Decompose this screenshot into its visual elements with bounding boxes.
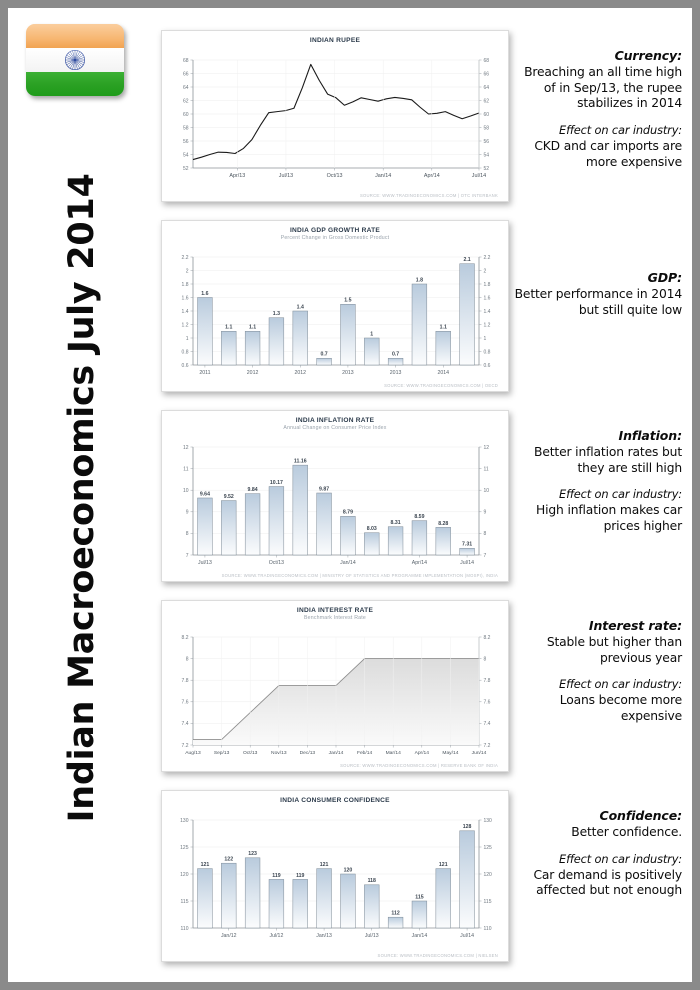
svg-text:119: 119: [296, 872, 305, 879]
left-column: [8, 8, 156, 982]
svg-text:12: 12: [483, 444, 490, 451]
svg-text:7.6: 7.6: [483, 699, 491, 706]
svg-text:8: 8: [185, 531, 189, 538]
svg-text:1.2: 1.2: [181, 322, 189, 329]
svg-text:2.2: 2.2: [483, 254, 491, 261]
note-body: Better confidence.: [571, 825, 682, 839]
note-subbody: CKD and car imports are more expensive: [534, 139, 682, 169]
svg-text:Feb/14: Feb/14: [356, 751, 373, 756]
svg-text:Apr/13: Apr/13: [229, 173, 246, 179]
svg-text:Apr/14: Apr/14: [423, 173, 440, 179]
svg-text:66: 66: [182, 71, 189, 78]
charts-column: [156, 8, 512, 982]
svg-text:Jan/14: Jan/14: [375, 173, 392, 179]
svg-text:9: 9: [185, 509, 189, 516]
svg-text:2013: 2013: [342, 370, 354, 376]
note-subheading: Effect on car industry:: [559, 677, 682, 692]
svg-text:2014: 2014: [437, 370, 450, 376]
chart-source: SOURCE: WWW.TRADINGECONOMICS.COM | RESERVE BANK OF INDIA: [340, 763, 498, 768]
svg-text:7.8: 7.8: [181, 678, 189, 684]
svg-text:7.8: 7.8: [483, 678, 491, 684]
svg-text:128: 128: [462, 824, 472, 831]
svg-text:2: 2: [185, 268, 189, 275]
svg-text:2012: 2012: [246, 370, 259, 376]
svg-text:Apr/14: Apr/14: [414, 751, 430, 756]
svg-text:56: 56: [483, 138, 490, 145]
svg-text:8: 8: [483, 531, 487, 538]
svg-text:60: 60: [483, 111, 490, 118]
svg-text:2013: 2013: [389, 370, 402, 376]
svg-text:62: 62: [182, 98, 189, 105]
note-body: Breaching an all time high of in Sep/13, the rupee stabilizes in 2014: [524, 65, 682, 111]
svg-text:125: 125: [483, 844, 492, 851]
svg-text:7: 7: [483, 552, 487, 559]
note-inflation: [514, 428, 682, 535]
svg-text:0.6: 0.6: [483, 362, 491, 369]
svg-text:2011: 2011: [199, 370, 211, 376]
svg-text:1.3: 1.3: [272, 311, 281, 318]
note-body: Stable but higher than previous year: [546, 635, 682, 665]
svg-text:112: 112: [391, 910, 400, 917]
svg-text:11: 11: [183, 466, 189, 473]
svg-text:1.4: 1.4: [181, 308, 189, 315]
chart-title: INDIA CONSUMER CONFIDENCE: [280, 797, 390, 804]
chart-card-interest-rate: [161, 600, 509, 772]
chart-card-rupee: [161, 30, 509, 202]
svg-text:Dec/13: Dec/13: [299, 751, 316, 756]
svg-text:1.1: 1.1: [248, 324, 257, 331]
svg-text:Apr/14: Apr/14: [411, 560, 428, 566]
chart-source: SOURCE: WWW.TRADINGECONOMICS.COM | OTC INTERBANK: [359, 193, 498, 198]
svg-text:7.4: 7.4: [181, 721, 189, 728]
infographic-page: [8, 8, 692, 982]
chart-subtitle: Annual Change on Consumer Price Index: [283, 425, 387, 431]
svg-text:Aug/13: Aug/13: [185, 751, 201, 756]
svg-text:68: 68: [483, 57, 490, 64]
svg-text:1.5: 1.5: [344, 297, 352, 304]
page-title: Indian Macroeconomics July 2014: [62, 173, 102, 823]
flag-saffron-band: [26, 24, 124, 48]
svg-text:66: 66: [483, 71, 490, 78]
svg-text:12: 12: [182, 444, 189, 451]
svg-text:64: 64: [182, 84, 189, 91]
svg-text:9.87: 9.87: [319, 486, 330, 493]
note-heading: Inflation:: [618, 428, 682, 443]
svg-text:58: 58: [483, 125, 490, 132]
chart-title: INDIAN RUPEE: [309, 37, 361, 44]
note-confidence: [514, 808, 682, 899]
page-title-container: [8, 148, 156, 848]
note-heading: Interest rate:: [588, 618, 682, 633]
svg-text:7.31: 7.31: [462, 541, 473, 548]
svg-text:1.1: 1.1: [439, 324, 447, 331]
svg-text:Jan/14: Jan/14: [411, 933, 428, 939]
svg-text:58: 58: [182, 125, 189, 132]
note-subheading: Effect on car industry:: [559, 487, 682, 502]
svg-text:Jul/13: Jul/13: [278, 173, 294, 179]
svg-text:7: 7: [185, 552, 189, 559]
note-heading: Currency:: [614, 48, 682, 63]
svg-text:54: 54: [483, 152, 490, 159]
note-subheading: Effect on car industry:: [559, 851, 682, 866]
svg-text:120: 120: [343, 867, 353, 874]
note-gdp: [514, 270, 682, 318]
svg-text:11: 11: [483, 466, 489, 473]
svg-text:9: 9: [483, 509, 487, 516]
rupee-line-chart: [171, 48, 499, 186]
chart-title: INDIA INFLATION RATE: [295, 417, 375, 424]
svg-text:May/14: May/14: [442, 751, 459, 756]
svg-text:54: 54: [182, 152, 189, 159]
svg-text:121: 121: [200, 862, 210, 868]
svg-text:115: 115: [180, 898, 189, 905]
svg-text:1.4: 1.4: [296, 304, 304, 311]
svg-text:1: 1: [185, 335, 189, 342]
svg-text:1.8: 1.8: [483, 281, 491, 288]
chart-card-inflation: [161, 410, 509, 582]
svg-text:7.4: 7.4: [483, 721, 491, 728]
svg-text:52: 52: [483, 165, 490, 172]
chart-subtitle: Benchmark Interest Rate: [304, 615, 366, 621]
svg-text:115: 115: [415, 894, 424, 901]
svg-text:68: 68: [182, 57, 189, 64]
svg-text:Jan/12: Jan/12: [220, 933, 237, 939]
svg-text:0.7: 0.7: [391, 351, 400, 358]
svg-text:120: 120: [483, 871, 492, 878]
svg-text:64: 64: [483, 84, 490, 91]
consumer-confidence-bar-chart: [171, 808, 499, 946]
svg-text:0.6: 0.6: [181, 362, 189, 369]
note-body: Better inflation rates but they are still high: [534, 445, 682, 475]
svg-text:62: 62: [483, 98, 490, 105]
svg-text:9.84: 9.84: [247, 487, 258, 494]
svg-text:Jul/14: Jul/14: [460, 933, 475, 939]
svg-text:118: 118: [367, 878, 376, 885]
svg-text:120: 120: [180, 871, 189, 878]
note-heading: GDP:: [647, 270, 682, 285]
svg-text:2: 2: [483, 268, 487, 275]
svg-text:119: 119: [272, 872, 281, 879]
note-currency: [514, 48, 682, 171]
svg-text:9.64: 9.64: [199, 491, 210, 498]
svg-text:1.6: 1.6: [483, 295, 491, 302]
svg-text:1.8: 1.8: [181, 281, 189, 288]
svg-text:Oct/13: Oct/13: [326, 173, 343, 179]
interest-rate-area-chart: [171, 625, 499, 763]
svg-text:56: 56: [182, 138, 189, 145]
svg-text:10.17: 10.17: [269, 479, 283, 486]
svg-text:130: 130: [180, 817, 189, 824]
svg-text:7.2: 7.2: [181, 742, 189, 749]
note-heading: Confidence:: [599, 808, 682, 823]
svg-text:8.59: 8.59: [414, 514, 425, 521]
svg-text:1.6: 1.6: [201, 290, 209, 297]
svg-text:2012: 2012: [294, 370, 307, 376]
svg-text:52: 52: [182, 165, 189, 172]
svg-text:121: 121: [438, 862, 448, 868]
svg-text:Jul/14: Jul/14: [471, 173, 487, 179]
svg-text:Jan/14: Jan/14: [340, 560, 356, 566]
svg-text:1.2: 1.2: [483, 322, 491, 329]
svg-text:8: 8: [483, 656, 487, 663]
svg-text:123: 123: [248, 851, 257, 858]
svg-text:Jan/14: Jan/14: [328, 751, 344, 756]
svg-text:8.2: 8.2: [181, 634, 189, 641]
svg-text:8.31: 8.31: [390, 520, 401, 527]
chart-subtitle: Percent Change in Gross Domestic Product: [280, 235, 390, 241]
svg-text:9.52: 9.52: [223, 493, 234, 500]
svg-text:Sep/13: Sep/13: [213, 751, 230, 756]
svg-text:0.8: 0.8: [483, 349, 491, 356]
svg-text:Jan/13: Jan/13: [316, 933, 332, 939]
ashoka-chakra-icon: [64, 49, 86, 71]
svg-text:Mar/14: Mar/14: [385, 751, 401, 756]
note-subbody: Loans become more expensive: [559, 693, 682, 724]
chart-card-gdp: [161, 220, 509, 392]
chart-source: SOURCE: WWW.TRADINGECONOMICS.COM | OECD: [384, 383, 498, 388]
inflation-bar-chart: [171, 435, 499, 573]
gdp-bar-chart: [171, 245, 499, 383]
svg-text:Oct/13: Oct/13: [242, 751, 258, 756]
svg-text:2.1: 2.1: [463, 257, 471, 264]
svg-text:Jul/12: Jul/12: [269, 933, 284, 939]
svg-text:8.79: 8.79: [342, 509, 353, 516]
svg-text:8.03: 8.03: [366, 526, 377, 533]
chart-card-confidence: [161, 790, 509, 962]
svg-text:1.6: 1.6: [181, 295, 189, 302]
svg-text:1: 1: [483, 335, 487, 342]
svg-text:1: 1: [370, 331, 374, 338]
note-subheading: Effect on car industry:: [559, 123, 682, 138]
svg-text:110: 110: [180, 925, 189, 932]
svg-text:Jul/14: Jul/14: [460, 560, 475, 566]
svg-text:8.28: 8.28: [438, 520, 449, 527]
svg-text:8.2: 8.2: [483, 634, 491, 641]
svg-text:Jul/13: Jul/13: [364, 933, 379, 939]
svg-text:11.16: 11.16: [293, 458, 307, 465]
svg-text:8: 8: [185, 656, 189, 663]
svg-text:125: 125: [180, 844, 189, 851]
chart-source: SOURCE: WWW.TRADINGECONOMICS.COM | NIELSEN: [377, 953, 498, 958]
chart-title: INDIA GDP GROWTH RATE: [289, 227, 381, 234]
svg-text:10: 10: [182, 488, 189, 494]
india-flag-icon: [26, 24, 124, 96]
svg-text:60: 60: [182, 111, 189, 118]
svg-text:7.2: 7.2: [483, 742, 491, 749]
svg-text:7.6: 7.6: [181, 699, 189, 706]
svg-text:Jun/14: Jun/14: [471, 751, 487, 756]
note-subbody: Car demand is positively affected but not enough: [533, 867, 682, 898]
svg-text:2.2: 2.2: [181, 254, 189, 261]
chart-source: SOURCE: WWW.TRADINGECONOMICS.COM | MINISTRY OF STATISTICS AND PROGRAMME IMPLEMENTATION (MOSPI), INDIA: [221, 573, 498, 578]
note-body: Better performance in 2014 but still quite low: [514, 287, 682, 317]
svg-text:Jul/13: Jul/13: [197, 560, 212, 566]
svg-text:0.7: 0.7: [320, 351, 328, 358]
svg-text:130: 130: [483, 817, 492, 824]
svg-text:1.4: 1.4: [483, 308, 491, 315]
note-interest-rate: [514, 618, 682, 725]
svg-text:122: 122: [224, 856, 234, 863]
svg-text:Nov/13: Nov/13: [271, 751, 287, 756]
svg-text:Oct/13: Oct/13: [268, 560, 285, 566]
notes-column: [512, 8, 692, 982]
flag-green-band: [26, 72, 124, 96]
svg-text:1.8: 1.8: [415, 277, 424, 284]
svg-text:10: 10: [483, 488, 490, 494]
svg-text:1.1: 1.1: [225, 324, 233, 331]
note-subbody: High inflation makes car prices higher: [536, 503, 682, 534]
svg-text:121: 121: [319, 862, 329, 868]
chart-title: INDIA INTEREST RATE: [296, 607, 374, 614]
svg-text:0.8: 0.8: [181, 349, 189, 356]
svg-text:115: 115: [483, 898, 492, 905]
svg-text:110: 110: [483, 925, 492, 932]
